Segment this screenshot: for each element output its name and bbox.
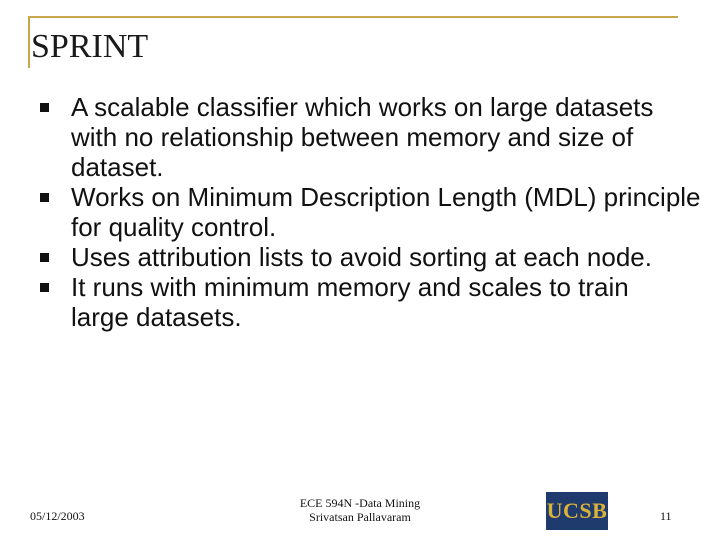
bullet-item — [38, 92, 671, 182]
footer-course: ECE 594N -Data Mining — [299, 496, 421, 510]
footer-course-info — [0, 496, 720, 524]
footer-date: 05/12/2003 — [30, 509, 85, 523]
square-bullet-icon — [40, 103, 49, 112]
slide-title: SPRINT — [31, 28, 149, 65]
bullet-text: Uses attribution lists to avoid sorting at each node. — [71, 242, 652, 272]
bullet-text: Works on Minimum Description Length (MDL) principle for quality control. — [71, 182, 701, 242]
bullet-text: A scalable classifier which works on large datasets with no relationship between memory and size of dataset. — [71, 92, 654, 182]
square-bullet-icon — [40, 283, 49, 292]
square-bullet-icon — [40, 193, 49, 202]
bullet-item — [38, 182, 711, 242]
square-bullet-icon — [40, 253, 49, 262]
title-frame-top-line — [28, 16, 678, 18]
bullet-item — [38, 242, 671, 272]
page-number: 11 — [660, 509, 672, 523]
bullet-text: It runs with minimum memory and scales to train large datasets. — [71, 272, 629, 332]
bullet-item — [38, 272, 671, 332]
logo-text: UCSB — [546, 498, 608, 523]
title-frame-left-line — [28, 16, 30, 68]
bullet-list — [38, 92, 701, 332]
footer-author: Srivatsan Pallavaram — [309, 510, 411, 524]
ucsb-logo — [546, 492, 608, 530]
